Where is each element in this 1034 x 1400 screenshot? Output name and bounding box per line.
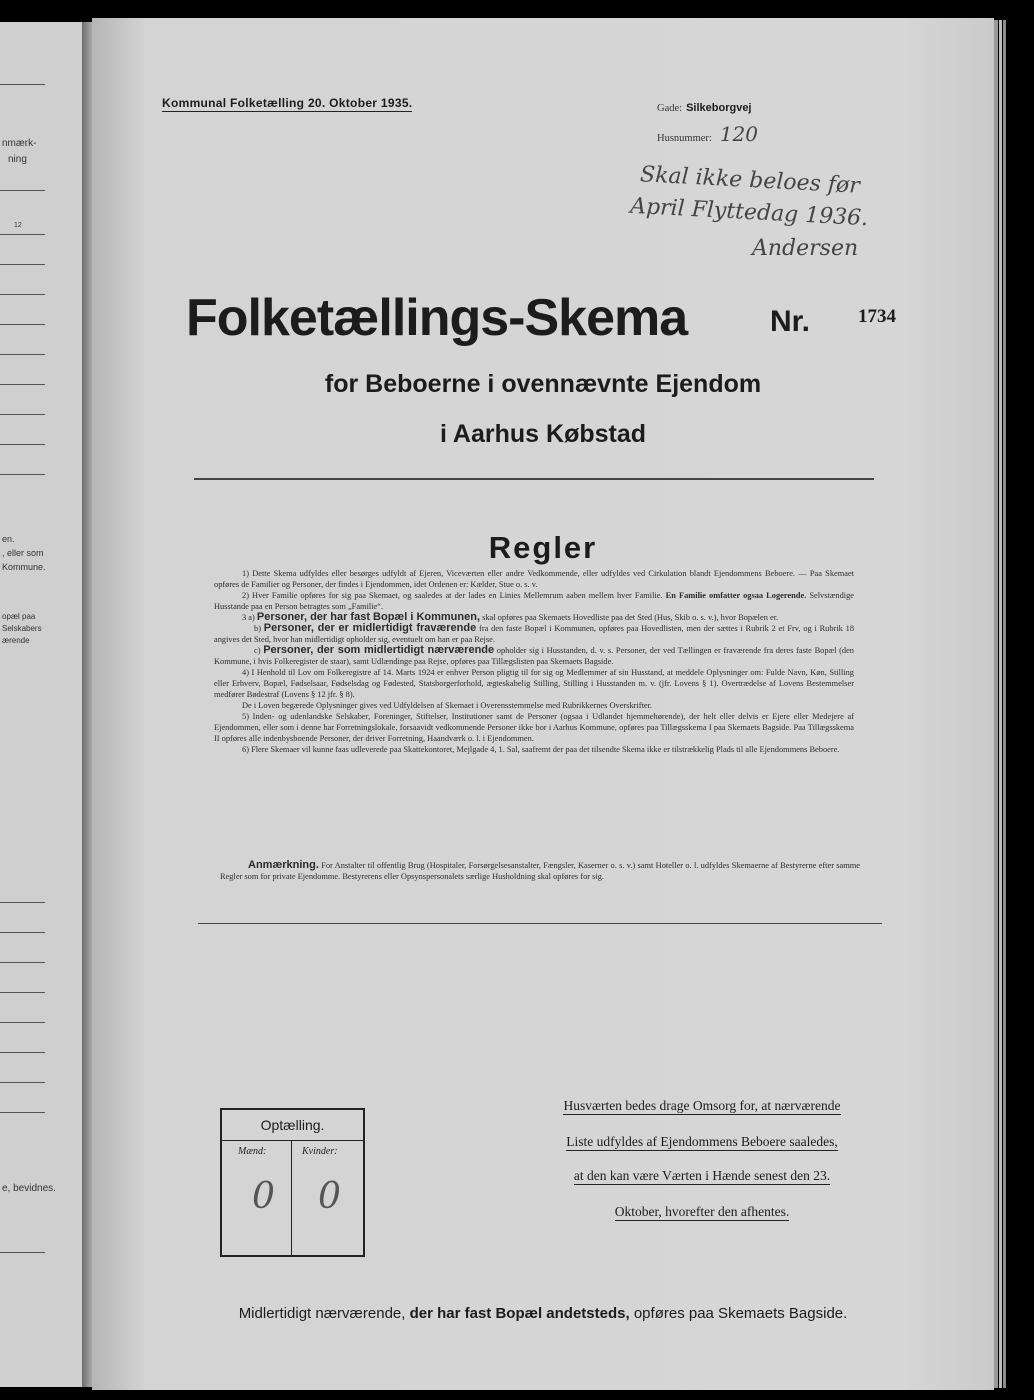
count-box (220, 1108, 365, 1257)
form-number-value: 1734 (858, 306, 896, 327)
left-page-text: , eller som (2, 548, 44, 558)
divider (0, 190, 45, 191)
divider (0, 324, 45, 325)
divider (0, 414, 45, 415)
left-page-text: Selskabers (2, 624, 42, 633)
divider (0, 1082, 45, 1083)
left-page-text: ning (8, 154, 27, 165)
men-label: Mænd: (238, 1146, 267, 1157)
divider (0, 902, 45, 903)
handwritten-note-line2: April Flyttedag 1936. (629, 193, 869, 232)
women-label: Kvinder: (302, 1146, 338, 1157)
divider (0, 264, 45, 265)
book-spine (82, 22, 92, 1387)
men-count: 0 (252, 1176, 275, 1217)
form-location: i Aarhus Købstad (439, 420, 647, 448)
handwritten-note-line1: Skal ikke beloes før (639, 162, 861, 199)
divider (0, 84, 45, 85)
landlord-note-line1: Husværten bedes drage Omsorg for, at nærværende (563, 1098, 841, 1113)
divider (0, 444, 45, 445)
women-count: 0 (318, 1176, 341, 1217)
census-header: Kommunal Folketælling 20. Oktober 1935. (162, 96, 413, 110)
rule-6: 6) Flere Skemaer vil kunne faas udleverede paa Skattekontoret, Mejlgade 4, 1. Sal, saafremt der paa det tilsendte Skema ikke er tilstrækkelig Plads til alle Ejendommens Beboere. (242, 745, 840, 754)
divider (291, 1141, 292, 1255)
rule-3a: 3 a) Personer, der har fast Bopæl i Kommunen, skal opføres paa Skemaets Hovedliste paa det Sted (Hus, Skib o. s. v.), hvor Bopælen er. (242, 611, 779, 623)
rule-1: 1) Dette Skema udfyldes eller besørges udfyldt af Ejeren, Viceværten eller andre Vedkommende, eller udfyldes ved Cirkulation blandt Ejendommens Beboere. — Paa Skemaet opføres de Familier og Personer, der findes i Ejendommen, idet Ordenen er: Kælder, Stue o. s. v. (214, 569, 854, 589)
street-label: Gade: (657, 103, 683, 114)
house-number-field (657, 122, 758, 146)
divider (0, 1022, 45, 1023)
divider (198, 923, 882, 924)
left-page-text: en. (2, 534, 15, 544)
landlord-note-line2: Liste udfyldes af Ejendommens Beboere saaledes, (566, 1134, 838, 1149)
form-subtitle: for Beboerne i ovennævnte Ejendom (324, 370, 762, 398)
rule-4b: De i Loven begærede Oplysninger gives ved Udfyldelsen af Skemaet i Overensstemmelse med Rubrikkernes Overskrifter. (242, 701, 653, 710)
rule-3b: b) Personer, der er midlertidigt fraværende fra den faste Bopæl i Kommunen, opføres paa Hovedlisten, men der sættes i Rubrik 2 et Frv, og i Rubrik 18 angives det Sted, hvor han midlertidigt opholder sig, eventuelt om han er paa Rejse. (214, 622, 855, 644)
form-number-label: Nr. (770, 305, 811, 338)
divider (194, 478, 874, 480)
remark-label: Anmærkning. (248, 859, 319, 871)
house-number-label: Husnummer: (657, 133, 712, 144)
left-page-text: nmærk- (2, 138, 37, 149)
left-page-text: Kommune. (2, 562, 46, 572)
left-page-text: e, bevidnes. (2, 1183, 56, 1194)
left-page-text: opæl paa (2, 612, 36, 621)
divider (0, 354, 45, 355)
divider (0, 992, 45, 993)
rule-2: 2) Hver Familie opføres for sig paa Skemaet, og saaledes at der lades en Linies Mellemrum aaben mellem hver Familie. En Familie omfatter ogsaa Logerende. Selvstændige Husstande paa en Person betragtes som „Familie“. (214, 591, 855, 611)
house-number-value: 120 (719, 122, 759, 146)
left-page-text: 12 (14, 222, 22, 229)
remark-text: For Anstalter til offentlig Brug (Hospitaler, Forsørgelsesanstalter, Fængsler, Kaserner o. s. v.) samt Hoteller o. l. udfyldes Skemaerne af Bestyrerne efter samme Regler som for private Ejendomme. Bestyrerens eller Opsynspersonalets særlige Husholdning skal opføres for sig. (220, 861, 860, 881)
form-title: Folketællings-Skema (186, 289, 688, 347)
page-edge (994, 20, 998, 1388)
landlord-note-line4: Oktober, hvorefter den afhentes. (614, 1204, 790, 1219)
divider (0, 294, 45, 295)
divider (0, 1112, 45, 1113)
page-edge (1003, 20, 1006, 1388)
divider (0, 932, 45, 933)
rules-heading: Regler (488, 530, 598, 565)
left-page-text: ærende (2, 636, 30, 645)
divider (0, 1052, 45, 1053)
remark (220, 860, 860, 882)
rule-3c: c) Personer, der som midlertidigt nærværende opholder sig i Husstanden, d. v. s. Personer, der ved Tællingen er fraværende fra deres faste Bopæl (den Kommune, i hvis Folkeregister de staar), samt Udlændinge paa Rejse, opføres paa Tillægslisten paa Skemaets Bagside. (214, 644, 854, 666)
street-value: Silkeborgvej (686, 102, 752, 114)
footer-note: Midlertidigt nærværende, der har fast Bopæl andetsteds, opføres paa Skemaets Bagside. (238, 1305, 848, 1322)
divider (0, 962, 45, 963)
landlord-note-line3: at den kan være Værten i Hænde senest den 23. (573, 1168, 831, 1183)
handwritten-signature: Andersen (752, 236, 859, 261)
census-form-page (92, 18, 994, 1390)
rules-text (214, 568, 854, 755)
street-field (657, 98, 752, 116)
divider (0, 384, 45, 385)
rule-5: 5) Inden- og udenlandske Selskaber, Foreninger, Stiftelser, Institutioner samt de Personer (ogsaa i Udlandet hjemmehørende), der helt eller delvis er Ejere eller Medejere af Ejendommen, eller som i denne har Forretningslokale, forsaavidt vedkommende Personer ikke bor i Aarhus Kommune, opføres paa Tillægsskema I paa Skemaets Bagside. Paa Tillægsskema II opføres alle indenbysboende Personer, der driver Forretning, Haandværk o. l. i Ejendommen. (214, 712, 854, 743)
page-edge (999, 20, 1002, 1388)
divider (0, 474, 45, 475)
divider (0, 1252, 45, 1253)
count-box-title: Optælling. (222, 1110, 363, 1141)
rule-4: 4) I Henhold til Lov om Folkeregistre af 14. Marts 1924 er enhver Person pligtig til for sig og Medlemmer af sin Husstand, at meddele Oplysninger om: Fulde Navn, Køn, Stilling eller Erhverv, Bopæl, Fødselsaar, Fødselsdag og Fødested, Statsborgerforhold, ægteskabelig Stilling, Stilling i Husstanden m. v. (jfr. Lovens § 1). Overtrædelse af Lovens Bestemmelser medfører Bødestraf (Lovens § 12 jfr. § 8). (214, 668, 854, 699)
divider (0, 234, 45, 235)
previous-page-fragment (0, 22, 85, 1387)
